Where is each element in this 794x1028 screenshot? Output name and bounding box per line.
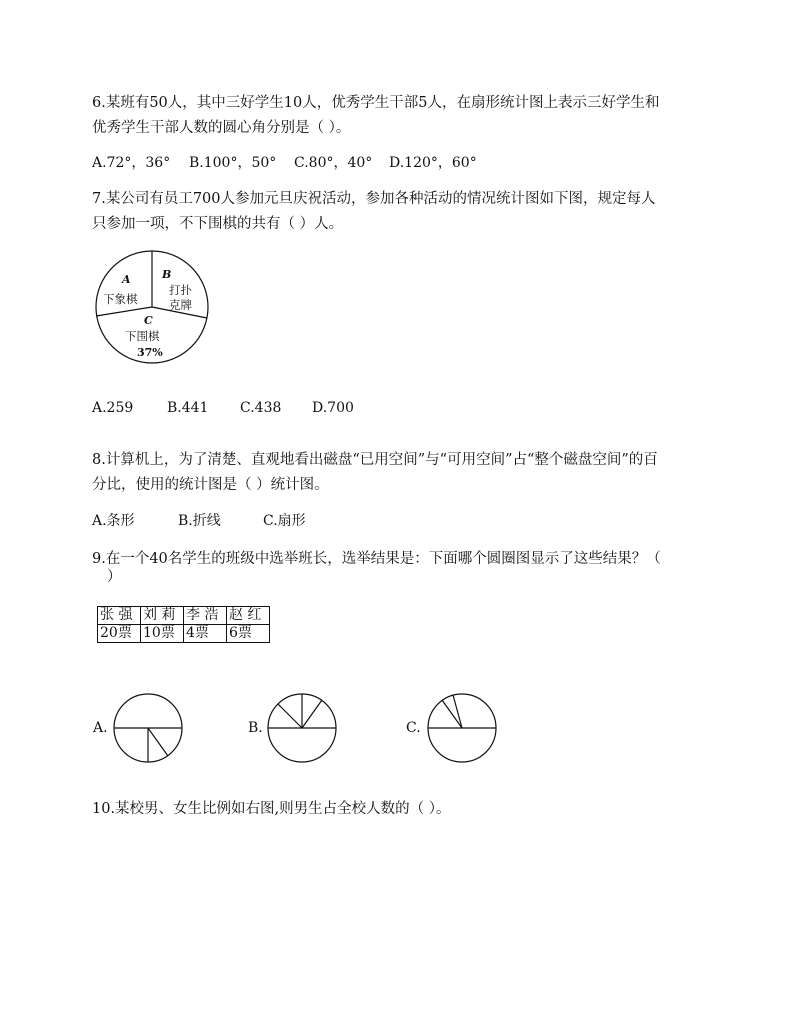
pie-letter-b: B [162, 268, 172, 281]
q7-text-line2: 只参加一项，不下围棋的共有（ ）人。 [92, 216, 344, 232]
q9-choice-a-label: A. [93, 720, 108, 736]
q7-options [92, 398, 354, 418]
table-cell-name: 赵 红 [227, 607, 270, 625]
q7-pie-chart [95, 250, 209, 364]
pie-divider-diagonal [148, 728, 168, 756]
pie-divider-diagonal-left [442, 700, 462, 728]
q7-option-d: D.700 [312, 400, 354, 416]
q6-option-a: A.72°，36° [92, 155, 171, 171]
q9-choice-a-pie [113, 693, 183, 763]
q9-vote-table [97, 606, 270, 643]
pie-letter-c: C [144, 314, 153, 327]
pie-label-a: 下象棋 [103, 292, 138, 306]
q9-choice-b-pie [267, 693, 337, 763]
table-cell-name: 刘 莉 [141, 607, 184, 625]
q7-option-b: B.441 [167, 400, 209, 416]
q8-option-b: B.折线 [178, 513, 221, 529]
pie-divider-diagonal-left [278, 704, 302, 728]
q7-text-line1: 7.某公司有员工700人参加元旦庆祝活动，参加各种活动的情况统计图如下图，规定每人 [92, 191, 656, 207]
q9-text-line1: 9.在一个40名学生的班级中选举班长，选举结果是：下面哪个圆圈图显示了这些结果？（ [92, 551, 661, 567]
q10-text-line1: 10.某校男、女生比例如右图,则男生占全校人数的（ ）。 [92, 801, 451, 817]
q6-text-line1: 6.某班有50人，其中三好学生10人，优秀学生干部5人，在扇形统计图上表示三好学生和 [92, 95, 660, 111]
q7-option-a: A.259 [92, 400, 134, 416]
table-cell-votes: 10票 [141, 625, 184, 643]
pie-divider-diagonal-right [302, 700, 322, 728]
table-cell-votes: 20票 [98, 625, 141, 643]
pie-label-b1: 打扑 [169, 283, 192, 297]
q8-options [92, 511, 306, 531]
pie-label-b2: 克牌 [169, 298, 192, 312]
pie-letter-a: A [122, 273, 131, 286]
pie-percent-c: 37% [137, 346, 163, 359]
q9-choice-c-pie [427, 693, 497, 763]
q6-text-line2: 优秀学生干部人数的圆心角分别是（ ）。 [92, 120, 351, 136]
table-cell-name: 张 强 [98, 607, 141, 625]
q6-options [92, 153, 477, 173]
q7-option-c: C.438 [240, 400, 282, 416]
q6-option-c: C.80°，40° [294, 155, 373, 171]
q8-option-a: A.条形 [92, 513, 135, 529]
pie-divider-diagonal-upper [453, 695, 462, 728]
q8-text-line1: 8.计算机上，为了清楚、直观地看出磁盘“已用空间”与“可用空间”占“整个磁盘空间”的百 [92, 452, 658, 468]
table-row-votes [98, 625, 270, 643]
pie-label-c: 下围棋 [125, 329, 160, 343]
q6-option-d: D.120°，60° [389, 155, 477, 171]
q8-option-c: C.扇形 [263, 513, 306, 529]
q9-choice-c-label: C. [406, 720, 421, 736]
table-cell-name: 李 浩 [184, 607, 227, 625]
q8-text-line2: 分比，使用的统计图是（ ）统计图。 [92, 477, 329, 493]
table-row-names [98, 607, 270, 625]
q9-text-line2: ） [107, 569, 122, 585]
table-cell-votes: 4票 [184, 625, 227, 643]
q9-choice-b-label: B. [248, 720, 263, 736]
table-cell-votes: 6票 [227, 625, 270, 643]
q6-option-b: B.100°，50° [189, 155, 277, 171]
